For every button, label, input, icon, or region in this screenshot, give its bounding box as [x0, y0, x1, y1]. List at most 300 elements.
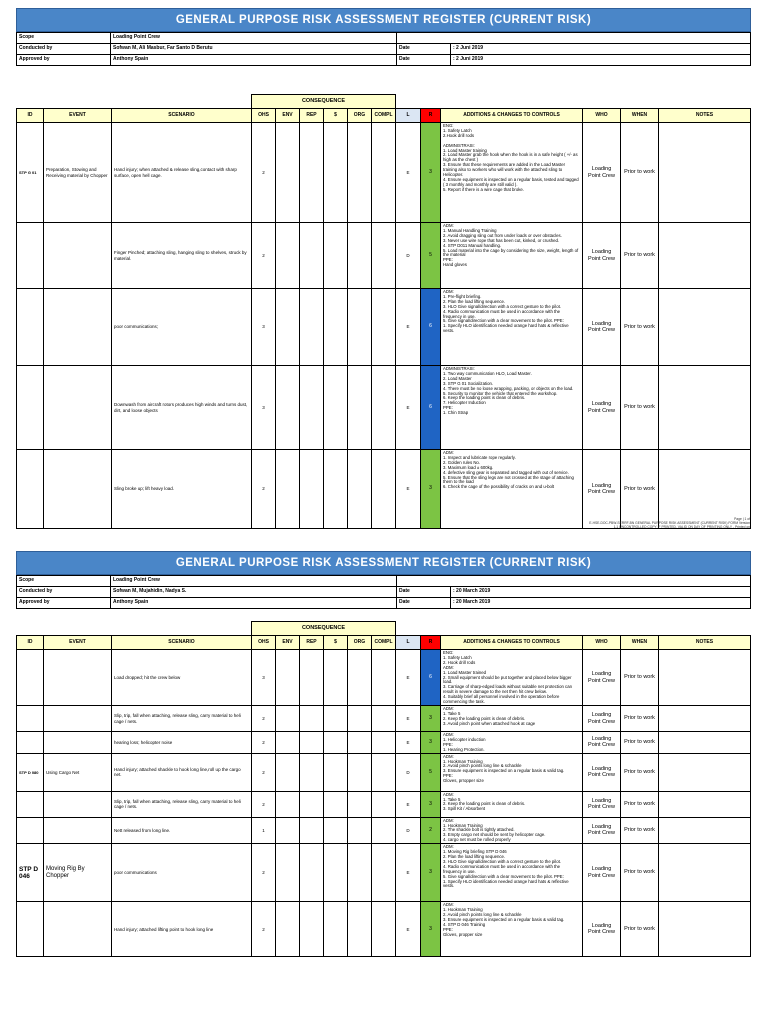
- col-org: ORG: [348, 109, 372, 123]
- row-scenario: poor communications;: [112, 289, 252, 366]
- row-risk-rating: 5: [421, 223, 441, 289]
- row-likelihood: E: [396, 791, 421, 817]
- control-line: Gloves, prropper size: [443, 778, 484, 784]
- row-risk-rating: 2: [421, 817, 441, 844]
- control-line: 5. Give signal/direction with a clear movement to the pilot. PPE:: [443, 873, 564, 879]
- col-ohs: OHS: [252, 109, 276, 123]
- row-id: [17, 450, 44, 529]
- row-controls: [441, 289, 583, 366]
- row-ohs: 2: [252, 223, 276, 289]
- approved-label: Approved by: [17, 598, 111, 609]
- col-notes: NOTES: [659, 109, 751, 123]
- row-dollar: [324, 844, 348, 902]
- row-org: [348, 844, 372, 902]
- row-notes: [659, 650, 751, 706]
- control-line: 2. Keep the loading point is clean of debris.: [443, 715, 526, 721]
- col-when: WHEN: [621, 636, 659, 650]
- col-event: EVENT: [44, 636, 112, 650]
- row-env: [276, 902, 300, 957]
- row-dollar: [324, 902, 348, 957]
- conducted-value: Sofwan M, Mujahidin, Nadya S.: [111, 587, 397, 598]
- row-likelihood: D: [396, 817, 421, 844]
- row-likelihood: E: [396, 366, 421, 450]
- row-controls: [441, 791, 583, 817]
- row-org: [348, 289, 372, 366]
- row-compl: [372, 223, 396, 289]
- row-compl: [372, 817, 396, 844]
- control-line: Hand gloves: [443, 262, 467, 268]
- row-notes: [659, 817, 751, 844]
- row-id: STP G 01: [17, 123, 44, 223]
- control-line: ADM:: [443, 706, 454, 711]
- control-line: 1. Helicopter induction: [443, 736, 486, 742]
- col-likelihood: L: [396, 636, 421, 650]
- control-line: 3. Ensure that these requirements are added in the Load Master training also to workers who will work with the attached sling to Helicopter.: [443, 162, 566, 178]
- row-dollar: [324, 706, 348, 732]
- control-line: ADM:: [443, 450, 454, 455]
- date-value: : 20 March 2019: [451, 598, 751, 609]
- row-rep: [300, 791, 324, 817]
- control-line: 4. Ensure equipment is inspected on a regular basis, tested and tagged ( 3 monthly and monthly are still valid ).: [443, 176, 579, 187]
- control-line: 3. Ensure equipment is inspected on a regular basis & valid tag.: [443, 916, 565, 922]
- row-env: [276, 753, 300, 791]
- row-scenario: hearing loss; helicopter noise: [112, 732, 252, 754]
- row-org: [348, 366, 372, 450]
- control-line: 2. Load Master: [443, 375, 472, 381]
- control-line: ENG:: [443, 650, 454, 655]
- row-who: Loading Point Crew: [583, 366, 621, 450]
- risk-row: [17, 817, 751, 844]
- row-id: STP D 046: [17, 844, 44, 902]
- control-line: 1. Hearing Protection.: [443, 746, 485, 752]
- control-line: 3. STP G 01 Socialization.: [443, 380, 494, 386]
- row-org: [348, 450, 372, 529]
- row-scenario: Nett released from long line.: [112, 817, 252, 844]
- control-line: ADM:: [443, 902, 454, 908]
- control-line: 2. Hook drill rods: [443, 659, 476, 665]
- row-compl: [372, 450, 396, 529]
- row-env: [276, 223, 300, 289]
- control-line: 3. Spill Kit / Absorbent: [443, 806, 486, 812]
- control-line: 4. STP D011 Manual handling.: [443, 242, 502, 248]
- row-scenario: Hand injury; when attached & release sling,contact with sharp surface, open hell cage.: [112, 123, 252, 223]
- col-rep: REP: [300, 109, 324, 123]
- control-line: 2.Hook drill rods: [443, 132, 475, 138]
- risk-row: [17, 902, 751, 957]
- row-rep: [300, 844, 324, 902]
- control-line: 1. Take 5: [443, 796, 461, 802]
- control-line: 4. There must be no loose wrapping, packing, or objects on the load.: [443, 385, 574, 391]
- row-when: Prior to work: [621, 791, 659, 817]
- row-env: [276, 791, 300, 817]
- row-dollar: [324, 753, 348, 791]
- row-who: Loading Point Crew: [583, 650, 621, 706]
- row-dollar: [324, 289, 348, 366]
- control-line: 6. Keep the loading point is clean of debris.: [443, 395, 526, 401]
- row-notes: [659, 753, 751, 791]
- risk-row: [17, 223, 751, 289]
- row-when: Prior to work: [621, 844, 659, 902]
- row-dollar: [324, 732, 348, 754]
- control-line: 1. Two way communication HLO, Load Master.: [443, 370, 532, 376]
- row-who: Loading Point Crew: [583, 123, 621, 223]
- row-risk-rating: 3: [421, 450, 441, 529]
- control-line: 3. HLO Give signal/direction with a correct gesture to the pilot.: [443, 858, 561, 864]
- control-line: 3. Avoid pinch point when attached hook at cage: [443, 720, 536, 726]
- control-line: 2. Plan the load lifting sequence.: [443, 853, 506, 859]
- control-line: PPE:: [443, 926, 453, 932]
- col-id: ID: [17, 109, 44, 123]
- row-risk-rating: 3: [421, 902, 441, 957]
- row-compl: [372, 791, 396, 817]
- row-risk-rating: 3: [421, 844, 441, 902]
- control-line: 4. Radio communication must be used in accordance with the frequency in use.: [443, 308, 561, 319]
- control-line: 7. Helicopter Induction: [443, 400, 486, 406]
- row-org: [348, 902, 372, 957]
- row-controls: [441, 223, 583, 289]
- col-additions: ADDITIONS & CHANGES TO CONTROLS: [441, 109, 583, 123]
- footnote-page: Page | 1 of: [734, 517, 750, 521]
- row-likelihood: E: [396, 289, 421, 366]
- row-event: [44, 817, 112, 844]
- row-id: [17, 706, 44, 732]
- control-line: 4. Radio communication must be used in accordance with the frequency in use.: [443, 863, 561, 874]
- col-rep: REP: [300, 636, 324, 650]
- row-notes: [659, 902, 751, 957]
- row-ohs: 1: [252, 817, 276, 844]
- row-likelihood: D: [396, 753, 421, 791]
- row-org: [348, 223, 372, 289]
- col-env: ENV: [276, 109, 300, 123]
- control-line: 3. Never use wire rope that has been cut, kinked, or crushed.: [443, 237, 560, 243]
- row-org: [348, 753, 372, 791]
- control-line: 1. Moving Rig briefing STP D 046: [443, 849, 507, 855]
- control-line: PPE:: [443, 257, 453, 263]
- row-likelihood: E: [396, 450, 421, 529]
- row-event: [44, 650, 112, 706]
- row-when: Prior to work: [621, 450, 659, 529]
- col-when: WHEN: [621, 109, 659, 123]
- row-rep: [300, 732, 324, 754]
- col-dollar: $: [324, 636, 348, 650]
- control-line: 2. Plan the load lifting sequence.: [443, 298, 506, 304]
- col-risk: R: [421, 109, 441, 123]
- row-org: [348, 123, 372, 223]
- row-org: [348, 732, 372, 754]
- control-line: 1. Safety Latch: [443, 654, 472, 660]
- control-line: 1. Hookman Training: [443, 822, 483, 828]
- risk-table: [16, 621, 751, 957]
- row-rep: [300, 123, 324, 223]
- footnote-copy: 1.1 UNCONTROLLED COPY IF PRINTED. VALID ON DAY OF PRINTING ONLY - Printed on: [613, 525, 750, 529]
- control-line: 1. Load Master trained: [443, 669, 486, 675]
- control-line: 1. Specify HLO identification needed orange hard hats & reflective vests.: [443, 323, 569, 334]
- row-compl: [372, 650, 396, 706]
- row-notes: [659, 123, 751, 223]
- control-line: 1. Hookman Training: [443, 907, 483, 913]
- row-ohs: 2: [252, 844, 276, 902]
- control-line: 2. Avoid pinch points long line & schackle: [443, 911, 522, 917]
- row-when: Prior to work: [621, 650, 659, 706]
- row-who: Loading Point Crew: [583, 223, 621, 289]
- row-ohs: 2: [252, 902, 276, 957]
- control-line: 1. Inspect and lubricate rope regularly.: [443, 454, 516, 460]
- footnote-doc: E-HSE-DOC-PBW-SERRF-BN GENERAL PURPOSE RISK ASSESSMENT (CURRENT RISK) FORM Version: [589, 521, 750, 525]
- row-env: [276, 366, 300, 450]
- row-risk-rating: 6: [421, 289, 441, 366]
- date-value: : 2 Juni 2019: [451, 55, 751, 66]
- date-value: : 2 Juni 2019: [451, 44, 751, 55]
- row-id: [17, 223, 44, 289]
- row-who: Loading Point Crew: [583, 289, 621, 366]
- row-rep: [300, 902, 324, 957]
- row-when: Prior to work: [621, 902, 659, 957]
- row-rep: [300, 650, 324, 706]
- row-dollar: [324, 123, 348, 223]
- control-line: 3. Ensure equipment is inspected on a regular basis & valid tag.: [443, 768, 565, 774]
- row-compl: [372, 844, 396, 902]
- control-line: 2. Small equipment should be put together and placed below bigger load.: [443, 674, 572, 685]
- row-controls: [441, 706, 583, 732]
- row-controls: [441, 902, 583, 957]
- col-env: ENV: [276, 636, 300, 650]
- row-controls: [441, 844, 583, 902]
- row-compl: [372, 732, 396, 754]
- control-line: 6. Check the cage of the possibility of cracks on and u-bolt: [443, 484, 555, 490]
- row-notes: [659, 791, 751, 817]
- row-env: [276, 450, 300, 529]
- row-scenario: Sling broke up; lift heavy load.: [112, 450, 252, 529]
- control-line: ADMINISTRASI:: [443, 142, 475, 148]
- approved-value: Anthony Spain: [111, 55, 397, 66]
- control-line: ADMINISTRASI:: [443, 366, 475, 371]
- row-when: Prior to work: [621, 289, 659, 366]
- row-compl: [372, 289, 396, 366]
- row-scenario: poor communications: [112, 844, 252, 902]
- row-event: Using Cargo Net: [44, 753, 112, 791]
- control-line: ADM:: [443, 791, 454, 797]
- risk-row: [17, 123, 751, 223]
- control-line: 3. HLO Give signal/direction with a correct gesture to the pilot.: [443, 303, 561, 309]
- row-id: [17, 791, 44, 817]
- row-dollar: [324, 650, 348, 706]
- row-event: Preparation, Stowing and Receiving material by Chopper: [44, 123, 112, 223]
- col-ohs: OHS: [252, 636, 276, 650]
- col-who: WHO: [583, 109, 621, 123]
- row-who: Loading Point Crew: [583, 732, 621, 754]
- row-scenario: Downwash from aircraft rotors produces high winds and turns dust, dirt, and loose objects: [112, 366, 252, 450]
- row-event: [44, 902, 112, 957]
- date-label: Date: [397, 55, 451, 66]
- control-line: 5. Load material into the cage by considering the size, weight, length of the material: [443, 247, 579, 258]
- row-ohs: 3: [252, 289, 276, 366]
- row-dollar: [324, 223, 348, 289]
- register-title: GENERAL PURPOSE RISK ASSESSMENT REGISTER (CURRENT RISK): [16, 8, 751, 32]
- control-line: 5. Give signal/direction with a clear movement to the pilot. PPE:: [443, 318, 564, 324]
- row-rep: [300, 223, 324, 289]
- row-who: Loading Point Crew: [583, 706, 621, 732]
- row-likelihood: E: [396, 123, 421, 223]
- risk-row: [17, 753, 751, 791]
- row-notes: [659, 366, 751, 450]
- row-likelihood: E: [396, 650, 421, 706]
- control-line: ENG:: [443, 123, 454, 128]
- header-row: [17, 636, 751, 650]
- row-likelihood: E: [396, 902, 421, 957]
- row-event: [44, 791, 112, 817]
- col-compl: COMPL: [372, 109, 396, 123]
- approved-value: Anthony Spain: [111, 598, 397, 609]
- control-line: 1. Chin Strap: [443, 410, 469, 416]
- row-controls: [441, 123, 583, 223]
- row-risk-rating: 3: [421, 791, 441, 817]
- col-scenario: SCENARIO: [112, 636, 252, 650]
- row-controls: [441, 753, 583, 791]
- row-id: [17, 902, 44, 957]
- row-rep: [300, 817, 324, 844]
- control-line: 4. defective sling gear is separated and tagged with out of service.: [443, 469, 569, 475]
- scope-label: Scope: [17, 576, 111, 587]
- row-ohs: 3: [252, 650, 276, 706]
- control-line: 3. Maximum load ± 600kg.: [443, 464, 494, 470]
- row-notes: [659, 223, 751, 289]
- row-who: Loading Point Crew: [583, 753, 621, 791]
- row-event: [44, 289, 112, 366]
- row-scenario: Hand injury; attached shackle to hook long line,roll up the cargo net.: [112, 753, 252, 791]
- row-rep: [300, 753, 324, 791]
- control-line: PPE:: [443, 405, 453, 411]
- risk-row: [17, 650, 751, 706]
- col-compl: COMPL: [372, 636, 396, 650]
- risk-table: [16, 94, 751, 529]
- risk-row: [17, 289, 751, 366]
- control-line: 4. STP D 046 Training: [443, 921, 486, 927]
- control-line: 4. cargo net must be rolled properly: [443, 837, 511, 843]
- control-line: 1. Specify HLO identification needed orange hard hats & reflective vests.: [443, 878, 569, 889]
- row-risk-rating: 6: [421, 650, 441, 706]
- row-when: Prior to work: [621, 366, 659, 450]
- row-id: [17, 817, 44, 844]
- risk-register-sheet-1: [16, 8, 751, 529]
- col-risk: R: [421, 636, 441, 650]
- row-ohs: 2: [252, 753, 276, 791]
- control-line: ADM:: [443, 732, 454, 737]
- row-env: [276, 817, 300, 844]
- conducted-value: Sofwan M, Ali Masbur, Far Santo D Berutu: [111, 44, 397, 55]
- row-when: Prior to work: [621, 817, 659, 844]
- row-id: [17, 650, 44, 706]
- row-event: [44, 223, 112, 289]
- row-event: Moving Rig By Chopper: [44, 844, 112, 902]
- row-id: [17, 732, 44, 754]
- row-ohs: 2: [252, 123, 276, 223]
- row-notes: [659, 732, 751, 754]
- row-controls: [441, 732, 583, 754]
- row-scenario: Slip, trip, fall when attaching, release sling, carry material to heli cage / nets.: [112, 791, 252, 817]
- control-line: PPE:: [443, 741, 453, 747]
- risk-row: [17, 791, 751, 817]
- date-value: : 20 March 2019: [451, 587, 751, 598]
- row-org: [348, 706, 372, 732]
- row-org: [348, 791, 372, 817]
- row-org: [348, 650, 372, 706]
- row-rep: [300, 289, 324, 366]
- page-footnote: [450, 517, 750, 529]
- row-event: [44, 706, 112, 732]
- control-line: 1. Safety Latch: [443, 127, 472, 133]
- row-ohs: 2: [252, 706, 276, 732]
- row-id: [17, 289, 44, 366]
- col-additions: ADDITIONS & CHANGES TO CONTROLS: [441, 636, 583, 650]
- row-dollar: [324, 791, 348, 817]
- row-controls: [441, 817, 583, 844]
- risk-register-sheet-2: [16, 551, 751, 957]
- row-org: [348, 817, 372, 844]
- control-line: 3. Carriage of sharp-edged loads without suitable net protection can result in severe damage to the net then hit crew below.: [443, 684, 572, 695]
- consequence-header: CONSEQUENCE: [252, 622, 396, 636]
- row-event: [44, 366, 112, 450]
- row-id: STP D 080: [17, 753, 44, 791]
- control-line: ADM:: [443, 817, 454, 823]
- control-line: ADM:: [443, 289, 454, 294]
- risk-row: [17, 706, 751, 732]
- scope-value: Loading Point Crew: [111, 33, 397, 44]
- control-line: Gloves, propper size: [443, 931, 483, 937]
- row-risk-rating: 3: [421, 706, 441, 732]
- control-line: 5. Ensure that the sling legs are not crossed at the stage of attaching them to the load: [443, 474, 574, 485]
- meta-table: [16, 32, 751, 66]
- row-scenario: Finger Pinched; attaching sling, hanging sling to shelves, struck by material.: [112, 223, 252, 289]
- register-title: GENERAL PURPOSE RISK ASSESSMENT REGISTER (CURRENT RISK): [16, 551, 751, 575]
- row-dollar: [324, 450, 348, 529]
- row-risk-rating: 6: [421, 366, 441, 450]
- row-when: Prior to work: [621, 223, 659, 289]
- consequence-header: CONSEQUENCE: [252, 95, 396, 109]
- row-dollar: [324, 817, 348, 844]
- row-likelihood: D: [396, 223, 421, 289]
- control-line: 4. Suitably brief all personnel involved in the operation before commencing the task.: [443, 694, 560, 705]
- row-env: [276, 123, 300, 223]
- row-scenario: Load dropped; hit the crew below: [112, 650, 252, 706]
- control-line: ADM:: [443, 844, 454, 850]
- conducted-label: Conducted by: [17, 587, 111, 598]
- row-compl: [372, 123, 396, 223]
- row-when: Prior to work: [621, 123, 659, 223]
- row-controls: [441, 650, 583, 706]
- row-who: Loading Point Crew: [583, 791, 621, 817]
- date-label: Date: [397, 44, 451, 55]
- row-ohs: 2: [252, 450, 276, 529]
- col-scenario: SCENARIO: [112, 109, 252, 123]
- risk-row: [17, 366, 751, 450]
- row-notes: [659, 706, 751, 732]
- row-rep: [300, 706, 324, 732]
- header-row: [17, 109, 751, 123]
- row-rep: [300, 450, 324, 529]
- control-line: 2. Golden rules No.: [443, 459, 481, 465]
- date-label: Date: [397, 587, 451, 598]
- control-line: 3. Empty cargo net should be sent by helicopter cage.: [443, 832, 546, 838]
- row-likelihood: E: [396, 732, 421, 754]
- row-env: [276, 650, 300, 706]
- row-when: Prior to work: [621, 753, 659, 791]
- conducted-label: Conducted by: [17, 44, 111, 55]
- row-who: Loading Point Crew: [583, 844, 621, 902]
- row-rep: [300, 366, 324, 450]
- control-line: 2. The shackle bolt is tightly attached.: [443, 827, 515, 833]
- col-dollar: $: [324, 109, 348, 123]
- scope-value: Loading Point Crew: [111, 576, 397, 587]
